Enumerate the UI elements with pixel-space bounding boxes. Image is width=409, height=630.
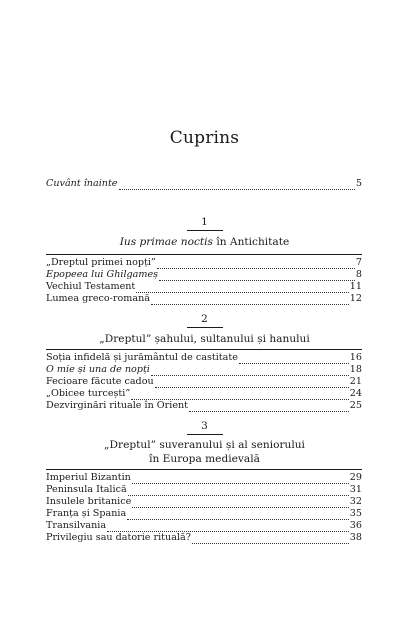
toc-entry-page: 31 (349, 484, 362, 495)
toc-entry-page: 21 (349, 376, 362, 387)
toc-entry-page: 8 (355, 269, 362, 280)
toc-entry-page: 11 (349, 281, 362, 292)
toc-entry-title: „Dreptul primei nopți” (46, 257, 156, 268)
toc-entry-page: 16 (349, 352, 362, 363)
section-heading: „Dreptul” suveranului și al seniorului (104, 439, 305, 451)
section-heading (0, 235, 409, 249)
section-number: 2 (201, 313, 208, 325)
section-heading: „Dreptul” șahului, sultanului și hanului (99, 333, 310, 345)
section-heading-rest: în Antichitate (212, 236, 290, 248)
toc-entry-page: 7 (355, 257, 362, 268)
toc-entry-title: Dezvirginări rituale în Orient (46, 400, 189, 411)
toc-entry-title: Privilegiu sau datorie rituală? (46, 532, 191, 543)
section-number-rule (187, 434, 223, 435)
toc-entry[interactable] (46, 531, 362, 544)
dot-leader (119, 180, 355, 190)
section-heading-rule (46, 349, 362, 350)
section-number: 1 (201, 216, 208, 228)
toc-entry-title: O mie și una de nopți (46, 364, 150, 375)
toc-entry-title: Soția infidelă și jurământul de castitate (46, 352, 238, 363)
section-number-rule (187, 327, 223, 328)
dot-leader (192, 534, 349, 544)
toc-entry-intro[interactable] (46, 177, 362, 190)
section-heading-rule (46, 469, 362, 470)
toc-entry-title: Transilvania (46, 520, 107, 531)
toc-entry-page: 29 (349, 472, 362, 483)
toc-entry-page: 36 (349, 520, 362, 531)
section-heading-italic: Ius primae noctis (119, 236, 213, 248)
section-number-rule (187, 230, 223, 231)
toc-entry-title: Vechiul Testament (46, 281, 136, 292)
toc-entry-title: Lumea greco-romană (46, 293, 150, 304)
toc-entry[interactable] (46, 292, 362, 305)
toc-entry-title: Epopeea lui Ghilgameș (46, 269, 159, 280)
toc-entry-title: Peninsula Italică (46, 484, 127, 495)
toc-entry-page: 25 (349, 400, 362, 411)
toc-entry-page: 5 (355, 178, 362, 189)
toc-entry-title: Fecioare făcute cadou (46, 376, 154, 387)
toc-entry-title: Imperiul Bizantin (46, 472, 131, 483)
section-heading-rule (46, 254, 362, 255)
toc-entry-page: 38 (349, 532, 362, 543)
page-title: Cuprins (169, 128, 240, 148)
toc-entry-title: Insulele britanice (46, 496, 132, 507)
toc-entry[interactable] (46, 399, 362, 412)
dot-leader (189, 402, 349, 412)
toc-entry-page: 18 (349, 364, 362, 375)
toc-entry-page: 32 (349, 496, 362, 507)
dot-leader (151, 295, 349, 305)
toc-entry-title: Cuvânt înainte (46, 178, 118, 189)
section-number: 3 (201, 420, 208, 432)
toc-entry-page: 24 (349, 388, 362, 399)
toc-entry-title: „Obicee turcești” (46, 388, 131, 399)
section-heading-line2: în Europa medievală (149, 453, 260, 465)
toc-entry-page: 12 (349, 293, 362, 304)
toc-entry-title: Franța și Spania (46, 508, 127, 519)
toc-entry-page: 35 (349, 508, 362, 519)
